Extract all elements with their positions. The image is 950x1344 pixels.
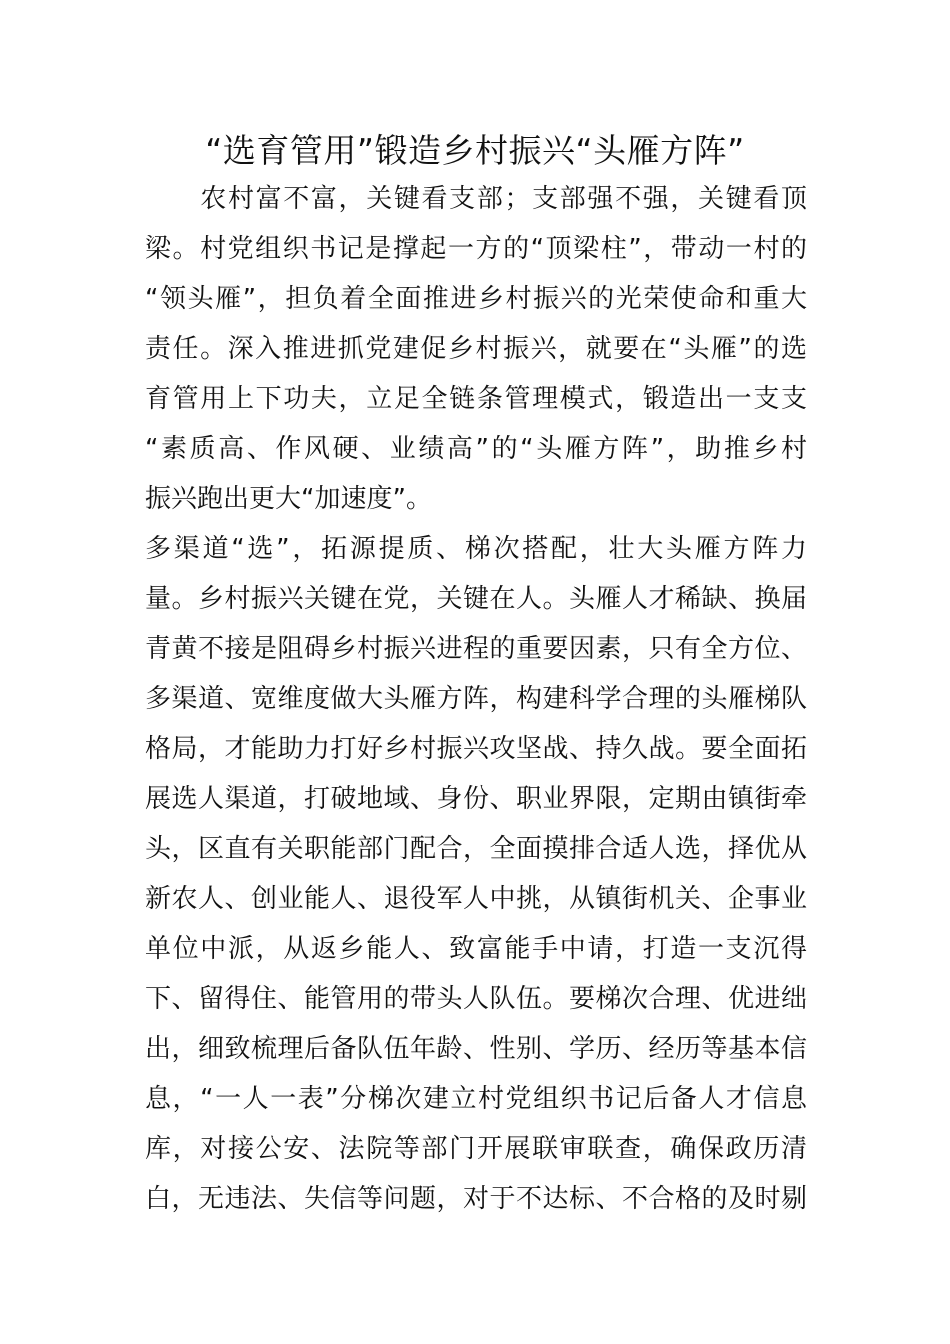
text-line: “素质高、作风硬、业绩高”的“头雁方阵”，助推乡村 <box>145 434 807 464</box>
text-line: 育管用上下功夫，立足全链条管理模式，锻造出一支支 <box>145 384 807 414</box>
document-title: “选育管用”锻造乡村振兴“头雁方阵” <box>205 131 745 170</box>
text-line: 单位中派，从返乡能人、致富能手中请，打造一支沉得 <box>145 934 807 964</box>
text-line: “领头雁”，担负着全面推进乡村振兴的光荣使命和重大 <box>145 284 807 314</box>
text-line: 青黄不接是阻碍乡村振兴进程的重要因素，只有全方位、 <box>145 634 807 664</box>
text-line: 新农人、创业能人、退役军人中挑，从镇街机关、企事业 <box>145 884 807 914</box>
text-line: 量。乡村振兴关键在党，关键在人。头雁人才稀缺、换届 <box>145 584 807 614</box>
text-line: 多渠道、宽维度做大头雁方阵，构建科学合理的头雁梯队 <box>145 684 807 714</box>
text-line: 下、留得住、能管用的带头人队伍。要梯次合理、优进绌 <box>145 984 807 1014</box>
text-line: 振兴跑出更大“加速度”。 <box>145 484 432 514</box>
text-line: 格局，才能助力打好乡村振兴攻坚战、持久战。要全面拓 <box>145 734 807 764</box>
text-line: 展选人渠道，打破地域、身份、职业界限，定期由镇街牵 <box>145 784 807 814</box>
text-line: 出，细致梳理后备队伍年龄、性别、学历、经历等基本信 <box>145 1034 807 1064</box>
text-line: 责任。深入推进抓党建促乡村振兴，就要在“头雁”的选 <box>145 334 807 364</box>
text-line: 多渠道“选”，拓源提质、梯次搭配，壮大头雁方阵力 <box>145 534 807 564</box>
text-line: 头，区直有关职能部门配合，全面摸排合适人选，择优从 <box>145 834 807 864</box>
text-line: 息，“一人一表”分梯次建立村党组织书记后备人才信息 <box>145 1084 807 1114</box>
text-line: 农村富不富，关键看支部；支部强不强，关键看顶 <box>145 184 807 214</box>
text-line: 白，无违法、失信等问题，对于不达标、不合格的及时剔 <box>145 1184 807 1214</box>
text-line: 库，对接公安、法院等部门开展联审联查，确保政历清 <box>145 1134 807 1164</box>
text-line: 梁。村党组织书记是撑起一方的“顶梁柱”，带动一村的 <box>145 234 807 264</box>
document-body <box>145 174 807 1224</box>
